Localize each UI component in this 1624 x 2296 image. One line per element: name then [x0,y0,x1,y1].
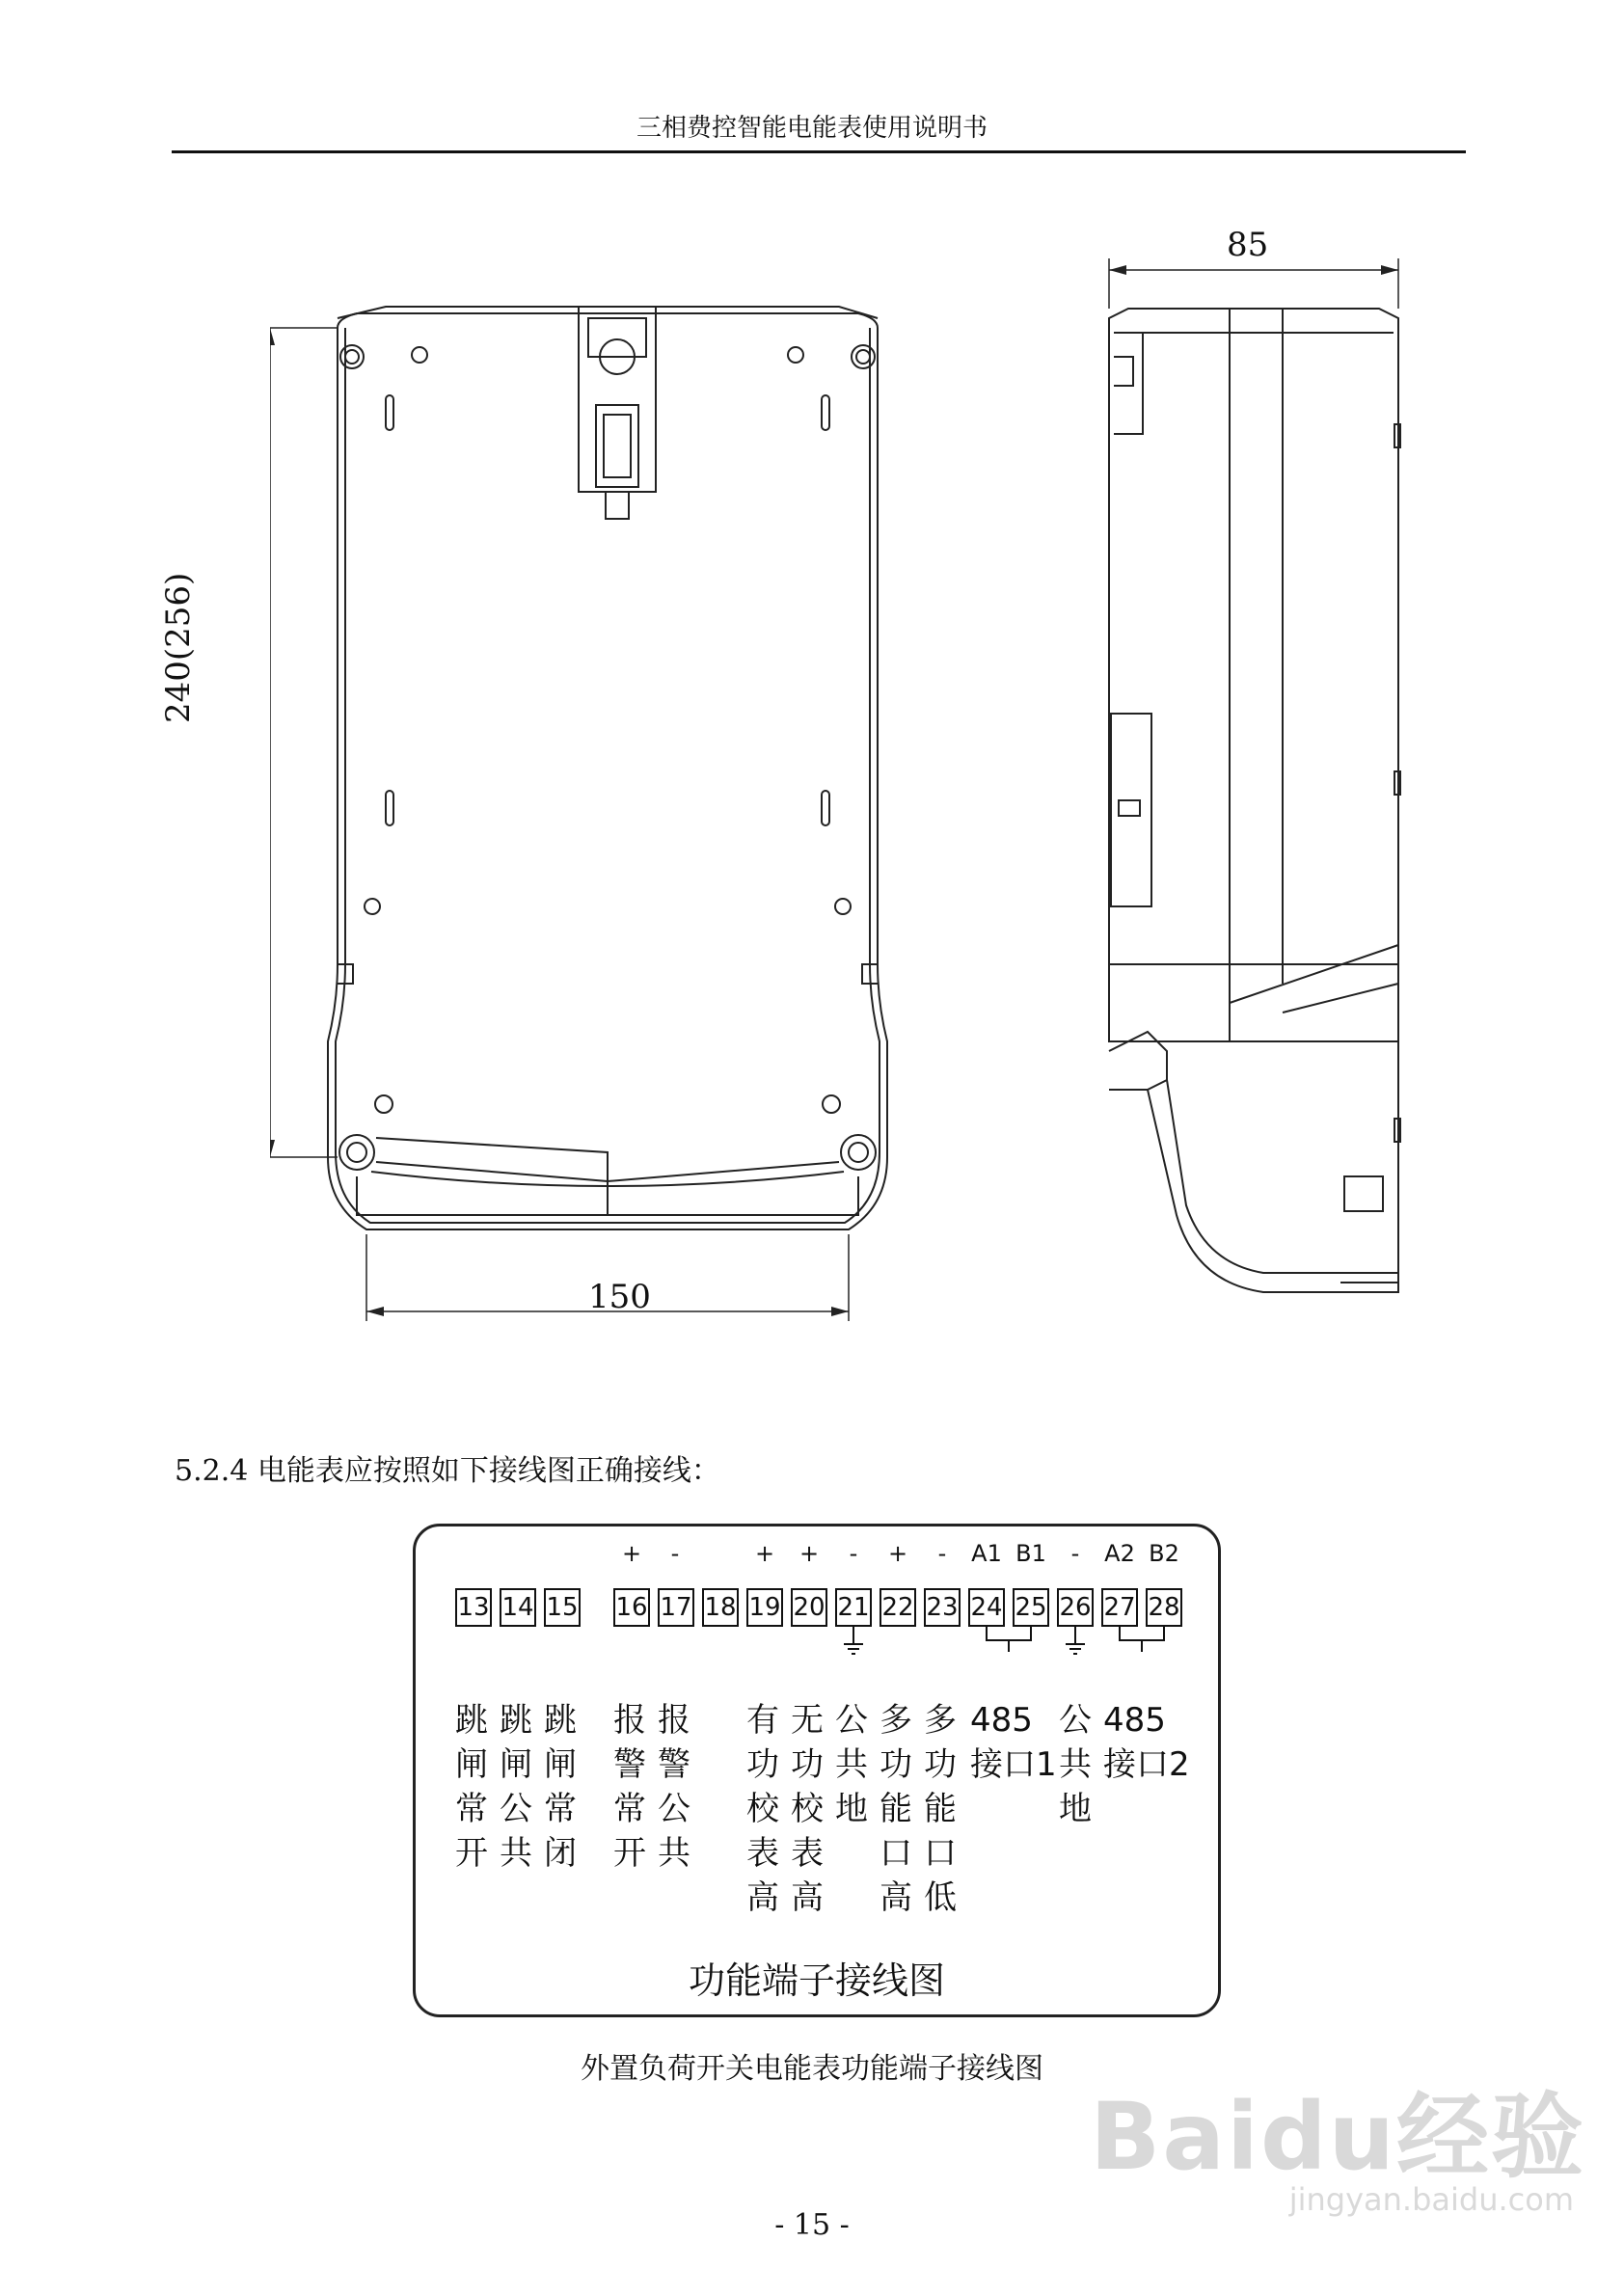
meter-side-view [1090,251,1408,1331]
dim-width-label: 150 [588,1278,651,1316]
function-label: 多 功 能 口 高 [880,1701,912,1917]
polarity-label: + [887,1540,908,1567]
header-title: 三相费控智能电能表使用说明书 [636,114,988,143]
polarity-label: B2 [1149,1540,1179,1567]
terminal-15: 15 [544,1588,581,1627]
function-label: 报 警 常 开 [613,1701,646,1873]
terminal-18: 18 [702,1588,739,1627]
dim-depth-label: 85 [1227,226,1269,264]
function-label: 报 警 公 共 [658,1701,690,1873]
function-label: 公 共 地 [835,1701,868,1828]
polarity-label: + [621,1540,642,1567]
polarity-label: - [670,1540,680,1567]
terminal-13: 13 [455,1588,492,1627]
baidu-watermark-url: jingyan.baidu.com [1288,2181,1574,2218]
terminal-21: 21 [835,1588,872,1627]
polarity-label: A1 [971,1540,1002,1567]
polarity-label: A2 [1104,1540,1135,1567]
terminal-20: 20 [791,1588,827,1627]
section-text: 5.2.4 电能表应按照如下接线图正确接线： [175,1454,720,1488]
function-label: 有 功 校 表 高 [746,1701,779,1917]
baidu-watermark-logo: Baidu经验 [1090,2083,1585,2191]
terminal-27: 27 [1101,1588,1138,1627]
terminal-14: 14 [500,1588,536,1627]
header-rule [172,150,1466,153]
wiring-diagram [413,1524,1221,2017]
terminal-28: 28 [1146,1588,1182,1627]
function-label: 跳 闸 常 开 [455,1701,488,1873]
page-number: - 15 - [774,2208,850,2242]
function-label: 多 功 能 口 低 [924,1701,957,1917]
terminal-24: 24 [968,1588,1005,1627]
function-label: 485 接口1 [970,1701,1057,1784]
polarity-label: - [1070,1540,1080,1567]
ground-and-bus-symbols [416,1623,1224,1671]
polarity-label: - [849,1540,858,1567]
function-label: 跳 闸 常 闭 [544,1701,577,1873]
terminal-23: 23 [924,1588,961,1627]
figure-caption: 外置负荷开关电能表功能端子接线图 [581,2052,1043,2086]
terminal-17: 17 [658,1588,694,1627]
function-label: 公 共 地 [1059,1701,1092,1828]
wiring-title: 功能端子接线图 [688,1959,945,2002]
polarity-label: B1 [1015,1540,1046,1567]
terminal-19: 19 [746,1588,783,1627]
dim-height-label: 240(256) [159,572,198,723]
polarity-label: + [798,1540,820,1567]
terminal-22: 22 [880,1588,916,1627]
polarity-label: + [754,1540,775,1567]
polarity-label: - [937,1540,947,1567]
function-label: 485 接口2 [1103,1701,1190,1784]
meter-front-view [270,289,964,1379]
terminal-25: 25 [1013,1588,1049,1627]
terminal-26: 26 [1057,1588,1094,1627]
function-label: 跳 闸 公 共 [500,1701,532,1873]
function-label: 无 功 校 表 高 [791,1701,824,1917]
terminal-16: 16 [613,1588,650,1627]
